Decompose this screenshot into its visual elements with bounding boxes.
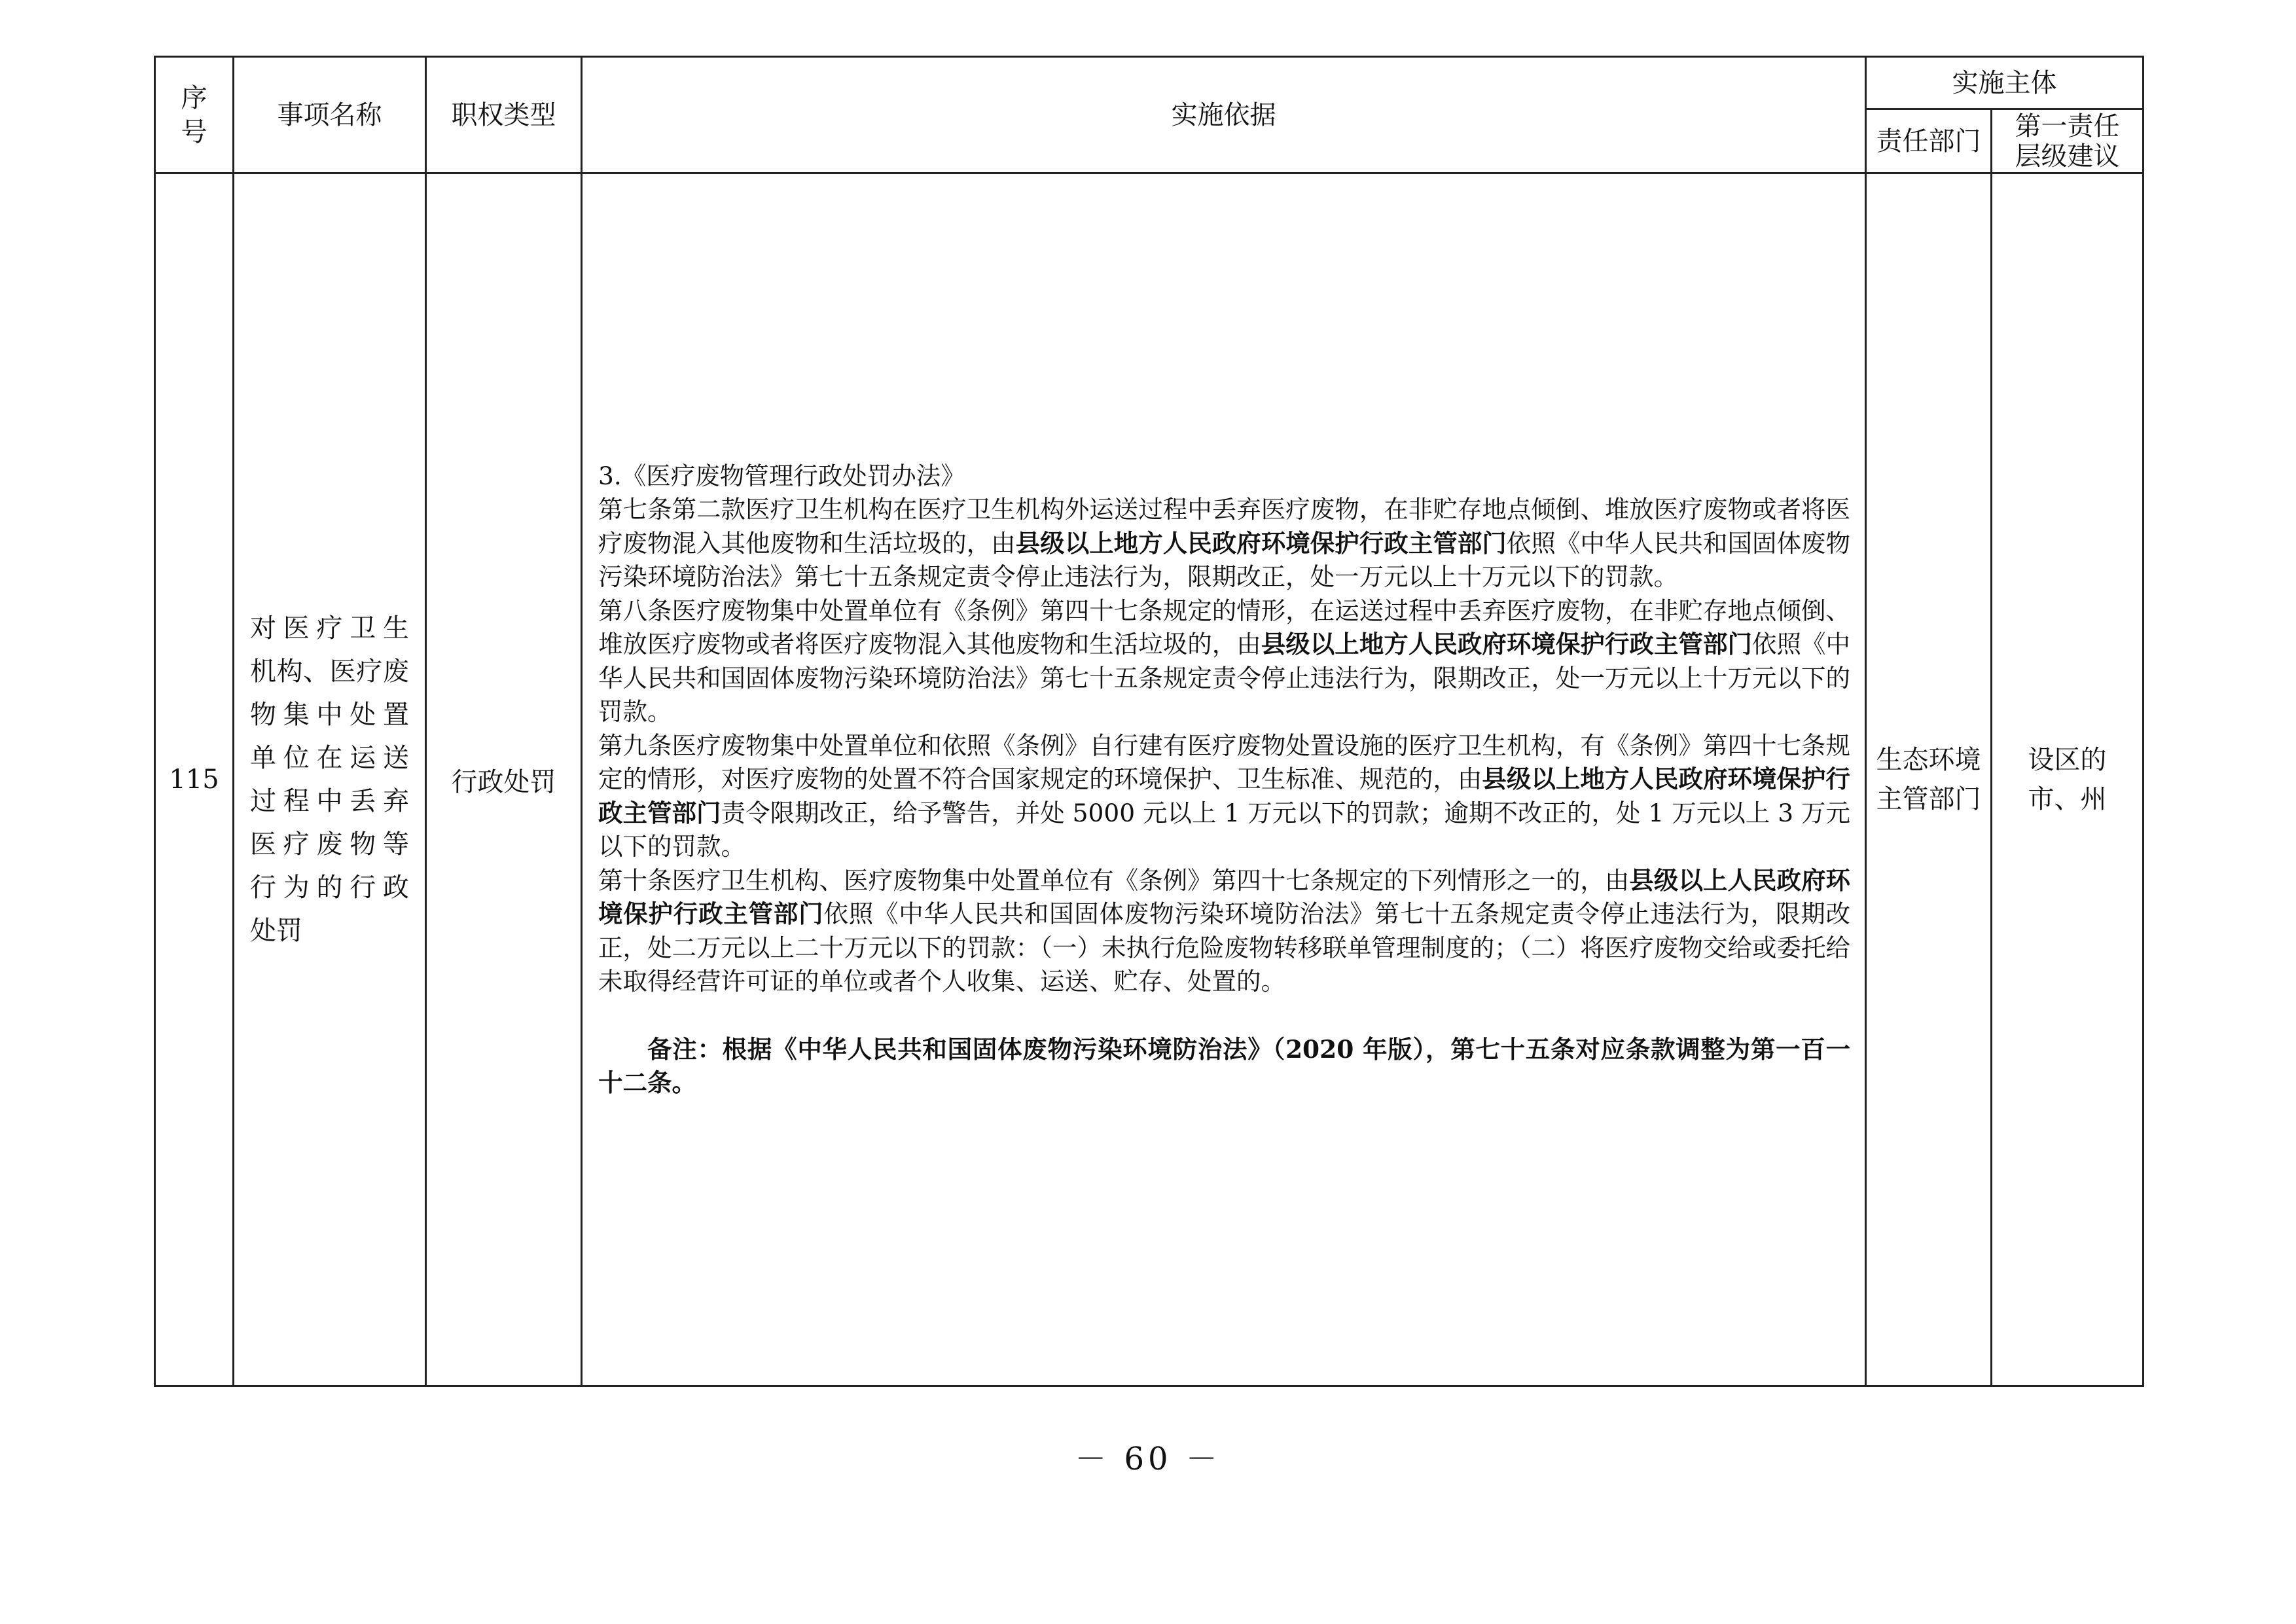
enforcement-items-table <box>154 56 2144 1387</box>
header-seq-line2: 号 <box>181 117 207 147</box>
row-power-type: 行政处罚 <box>426 173 582 1386</box>
page-number: － 60 － <box>1075 1441 1221 1477</box>
header-subject: 实施主体 <box>1866 57 2144 109</box>
item-name-line: 物集中处置 <box>250 700 409 730</box>
basis-authority-bold: 县级以上人民政府环境保护行政主管部门 <box>598 865 1851 928</box>
basis-authority-bold: 县级以上地方人民政府环境保护行政主管部门 <box>598 765 1850 827</box>
header-seq-line1: 序 <box>181 82 207 113</box>
dept-line2: 主管部门 <box>1876 784 1981 814</box>
header-seq <box>155 57 234 173</box>
item-name-line: 单位在运送 <box>250 743 409 773</box>
header-item-name: 事项名称 <box>234 57 426 173</box>
item-name-line: 机构、医疗废 <box>250 657 409 687</box>
row-seq: 115 <box>155 173 234 1386</box>
basis-remark: 备注：根据《中华人民共和国固体废物污染环境防治法》（2020 年版），第七十五条对应条款调整为第一百一十二条。 <box>598 1034 1850 1097</box>
header-power-type: 职权类型 <box>426 57 582 173</box>
basis-title: 3.《医疗废物管理行政处罚办法》 <box>598 461 965 490</box>
basis-authority-bold: 县级以上地方人民政府环境保护行政主管部门 <box>1261 630 1752 659</box>
basis-authority-bold: 县级以上地方人民政府环境保护行政主管部门 <box>1015 528 1507 558</box>
item-name-line: 对医疗卫生 <box>250 613 409 643</box>
dept-line1: 生态环境 <box>1876 745 1981 775</box>
header-level-line2: 层级建议 <box>2015 141 2120 171</box>
basis-article-9: 第九条医疗废物集中处置单位和依照《条例》自行建有医疗废物处置设施的医疗卫生机构，有《条例》第四十七条规定的情形，对医疗废物的处置不符合国家规定的环境保护、卫生标准、规范的，由县级以上地方人民政府环境保护行政主管部门责令限期改正，给予警告，并处 5000 元以上 1 万元以下的罚款；逾期不改正的，处 1 万元以上 3 万元以下的罚款。 <box>598 731 1850 861</box>
row-level <box>1992 173 2144 1386</box>
header-level <box>1992 109 2144 173</box>
item-name-line: 处罚 <box>250 916 302 946</box>
basis-article-8: 第八条医疗废物集中处置单位有《条例》第四十七条规定的情形，在运送过程中丢弃医疗废物，在非贮存地点倾倒、堆放医疗废物或者将医疗废物混入其他废物和生活垃圾的，由县级以上地方人民政府环境保护行政主管部门依照《中华人民共和国固体废物污染环境防治法》第七十五条规定责令停止违法行为，限期改正，处一万元以上十万元以下的罚款。 <box>598 596 1851 726</box>
level-line1: 设区的 <box>2028 745 2107 775</box>
table-row <box>155 173 2144 1386</box>
item-name-line: 医疗废物等 <box>250 829 409 859</box>
row-item-name <box>234 173 426 1386</box>
item-name-line: 行为的行政 <box>250 873 409 903</box>
header-dept: 责任部门 <box>1866 109 1992 173</box>
header-level-line1: 第一责任 <box>2015 111 2120 141</box>
item-name-line: 过程中丢弃 <box>250 786 409 816</box>
row-dept <box>1866 173 1992 1386</box>
header-basis: 实施依据 <box>582 57 1866 173</box>
basis-article-7: 第七条第二款医疗卫生机构在医疗卫生机构外运送过程中丢弃医疗废物，在非贮存地点倾倒、堆放医疗废物或者将医疗废物混入其他废物和生活垃圾的，由县级以上地方人民政府环境保护行政主管部门依照《中华人民共和国固体废物污染环境防治法》第七十五条规定责令停止违法行为，限期改正，处一万元以上十万元以下的罚款。 <box>598 495 1851 591</box>
basis-article-10: 第十条医疗卫生机构、医疗废物集中处置单位有《条例》第四十七条规定的下列情形之一的，由县级以上人民政府环境保护行政主管部门依照《中华人民共和国固体废物污染环境防治法》第七十五条规定责令停止违法行为，限期改正，处二万元以上二十万元以下的罚款：（一）未执行危险废物转移联单管理制度的；（二）将医疗废物交给或委托给未取得经营许可证的单位或者个人收集、运送、贮存、处置的。 <box>598 865 1851 996</box>
row-basis <box>582 173 1866 1386</box>
level-line2: 市、州 <box>2028 784 2107 814</box>
